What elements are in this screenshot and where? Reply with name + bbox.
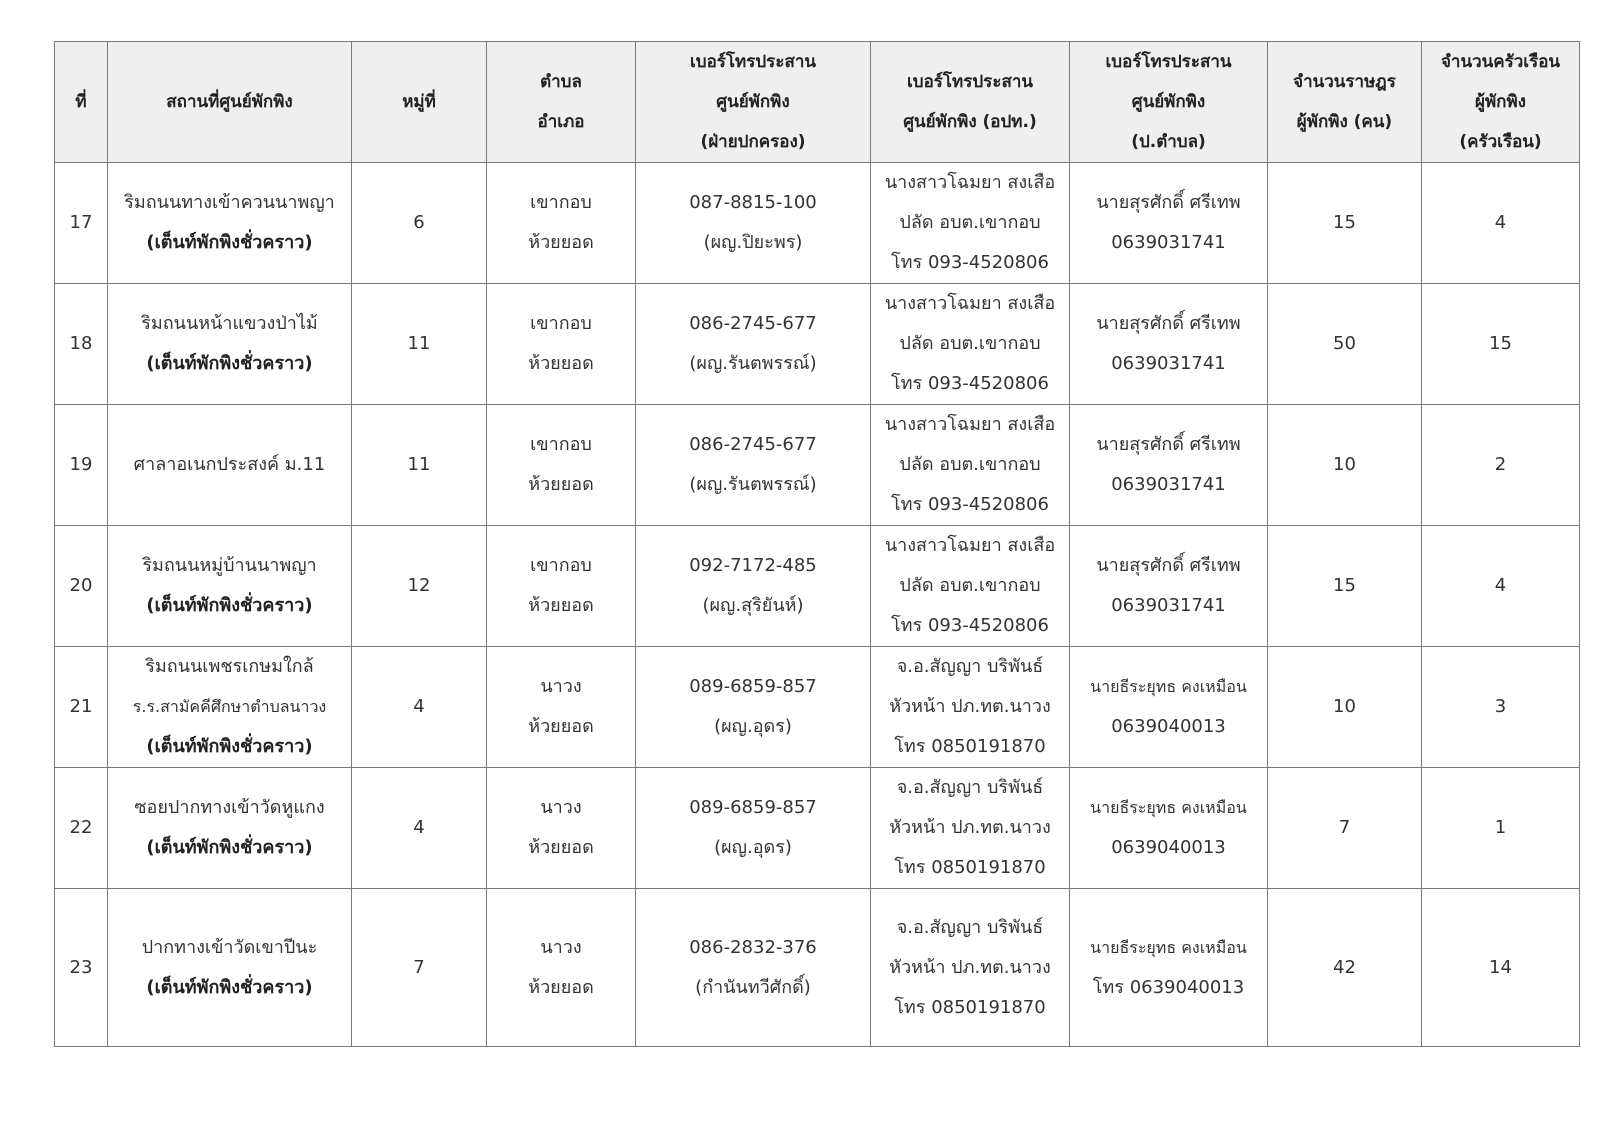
table-row (55, 163, 1580, 284)
cell-place: ศาลาอเนกประสงค์ ม.11 (108, 405, 352, 526)
table-row (55, 768, 1580, 889)
temporary-tent-note: (เต็นท์พักพิงชั่วคราว) (146, 837, 313, 858)
cell-households: 1 (1422, 768, 1580, 889)
cell-phone-lao: นางสาวโฉมยา สงเสือ ปลัด อบต.เขากอบ โทร 093-4520806 (871, 526, 1070, 647)
cell-phone-admin: 086-2832-376 (กำนันทวีศักดิ์) (636, 889, 871, 1047)
temporary-tent-note: (เต็นท์พักพิงชั่วคราว) (146, 595, 313, 616)
cell-households: 15 (1422, 284, 1580, 405)
header-households: จำนวนครัวเรือน ผู้พักพิง (ครัวเรือน) (1422, 42, 1580, 163)
header-phone-tambon: เบอร์โทรประสาน ศูนย์พักพิง (ป.ตำบล) (1070, 42, 1268, 163)
temporary-tent-note: (เต็นท์พักพิงชั่วคราว) (146, 976, 313, 998)
cell-no: 22 (55, 768, 108, 889)
cell-phone-lao: นางสาวโฉมยา สงเสือ ปลัด อบต.เขากอบ โทร 093-4520806 (871, 405, 1070, 526)
cell-tambon-amphoe: นาวง ห้วยยอด (487, 647, 636, 768)
table-row (55, 526, 1580, 647)
header-tambon-amphoe: ตำบล อำเภอ (487, 42, 636, 163)
cell-place: ซอยปากทางเข้าวัดหูแกง (เต็นท์พักพิงชั่วคราว) (108, 768, 352, 889)
cell-no: 20 (55, 526, 108, 647)
cell-moo: 4 (352, 768, 487, 889)
cell-moo: 12 (352, 526, 487, 647)
table-row (55, 405, 1580, 526)
cell-phone-admin: 087-8815-100 (ผญ.ปิยะพร) (636, 163, 871, 284)
cell-phone-tambon: นายธีระยุทธ คงเหมือน โทร 0639040013 (1070, 889, 1268, 1047)
cell-people: 50 (1268, 284, 1422, 405)
cell-moo: 4 (352, 647, 487, 768)
header-people: จำนวนราษฎร ผู้พักพิง (คน) (1268, 42, 1422, 163)
cell-phone-admin: 089-6859-857 (ผญ.อุดร) (636, 768, 871, 889)
cell-people: 15 (1268, 526, 1422, 647)
header-row (55, 42, 1580, 163)
header-moo: หมู่ที่ (352, 42, 487, 163)
cell-place: ริมถนนหมู่บ้านนาพญา (เต็นท์พักพิงชั่วคราว) (108, 526, 352, 647)
cell-moo: 6 (352, 163, 487, 284)
cell-phone-tambon: นายสุรศักดิ์ ศรีเทพ 0639031741 (1070, 526, 1268, 647)
cell-no: 21 (55, 647, 108, 768)
table-row (55, 889, 1580, 1047)
cell-moo: 11 (352, 284, 487, 405)
cell-people: 15 (1268, 163, 1422, 284)
cell-people: 7 (1268, 768, 1422, 889)
cell-households: 14 (1422, 889, 1580, 1047)
cell-place: ริมถนนหน้าแขวงป่าไม้ (เต็นท์พักพิงชั่วคราว) (108, 284, 352, 405)
cell-moo: 11 (352, 405, 487, 526)
cell-no: 23 (55, 889, 108, 1047)
cell-tambon-amphoe: นาวง ห้วยยอด (487, 889, 636, 1047)
temporary-tent-note: (เต็นท์พักพิงชั่วคราว) (146, 232, 313, 253)
cell-place: ปากทางเข้าวัดเขาปีนะ (เต็นท์พักพิงชั่วคราว) (108, 889, 352, 1047)
cell-households: 3 (1422, 647, 1580, 768)
cell-phone-lao: นางสาวโฉมยา สงเสือ ปลัด อบต.เขากอบ โทร 093-4520806 (871, 163, 1070, 284)
cell-tambon-amphoe: เขากอบ ห้วยยอด (487, 405, 636, 526)
cell-phone-lao: นางสาวโฉมยา สงเสือ ปลัด อบต.เขากอบ โทร 093-4520806 (871, 284, 1070, 405)
cell-no: 19 (55, 405, 108, 526)
cell-no: 18 (55, 284, 108, 405)
cell-phone-tambon: นายสุรศักดิ์ ศรีเทพ 0639031741 (1070, 284, 1268, 405)
cell-moo: 7 (352, 889, 487, 1047)
cell-phone-tambon: นายธีระยุทธ คงเหมือน 0639040013 (1070, 647, 1268, 768)
cell-households: 2 (1422, 405, 1580, 526)
cell-phone-tambon: นายธีระยุทธ คงเหมือน 0639040013 (1070, 768, 1268, 889)
temporary-tent-note: (เต็นท์พักพิงชั่วคราว) (146, 736, 313, 757)
table-row (55, 284, 1580, 405)
cell-phone-lao: จ.อ.สัญญา บริพันธ์ หัวหน้า ปภ.ทต.นาวง โทร 0850191870 (871, 768, 1070, 889)
cell-phone-admin: 086-2745-677 (ผญ.รันตพรรณ์) (636, 284, 871, 405)
header-place: สถานที่ศูนย์พักพิง (108, 42, 352, 163)
cell-phone-admin: 089-6859-857 (ผญ.อุดร) (636, 647, 871, 768)
cell-households: 4 (1422, 526, 1580, 647)
cell-people: 10 (1268, 405, 1422, 526)
cell-place: ริมถนนเพชรเกษมใกล้ ร.ร.สามัคคีศึกษาตำบลนาวง (เต็นท์พักพิงชั่วคราว) (108, 647, 352, 768)
cell-phone-lao: จ.อ.สัญญา บริพันธ์ หัวหน้า ปภ.ทต.นาวง โทร 0850191870 (871, 647, 1070, 768)
shelter-table (54, 41, 1580, 1047)
cell-households: 4 (1422, 163, 1580, 284)
cell-no: 17 (55, 163, 108, 284)
cell-tambon-amphoe: นาวง ห้วยยอด (487, 768, 636, 889)
header-phone-admin: เบอร์โทรประสาน ศูนย์พักพิง (ฝ่ายปกครอง) (636, 42, 871, 163)
cell-people: 10 (1268, 647, 1422, 768)
cell-phone-lao: จ.อ.สัญญา บริพันธ์ หัวหน้า ปภ.ทต.นาวง โทร 0850191870 (871, 889, 1070, 1047)
cell-phone-tambon: นายสุรศักดิ์ ศรีเทพ 0639031741 (1070, 163, 1268, 284)
cell-tambon-amphoe: เขากอบ ห้วยยอด (487, 284, 636, 405)
cell-tambon-amphoe: เขากอบ ห้วยยอด (487, 526, 636, 647)
cell-people: 42 (1268, 889, 1422, 1047)
cell-phone-admin: 092-7172-485 (ผญ.สุริยันห์) (636, 526, 871, 647)
table-row (55, 647, 1580, 768)
cell-phone-tambon: นายสุรศักดิ์ ศรีเทพ 0639031741 (1070, 405, 1268, 526)
cell-phone-admin: 086-2745-677 (ผญ.รันตพรรณ์) (636, 405, 871, 526)
cell-tambon-amphoe: เขากอบ ห้วยยอด (487, 163, 636, 284)
header-phone-lao: เบอร์โทรประสาน ศูนย์พักพิง (อปท.) (871, 42, 1070, 163)
header-no: ที่ (55, 42, 108, 163)
cell-place: ริมถนนทางเข้าควนนาพญา (เต็นท์พักพิงชั่วคราว) (108, 163, 352, 284)
temporary-tent-note: (เต็นท์พักพิงชั่วคราว) (146, 353, 313, 374)
